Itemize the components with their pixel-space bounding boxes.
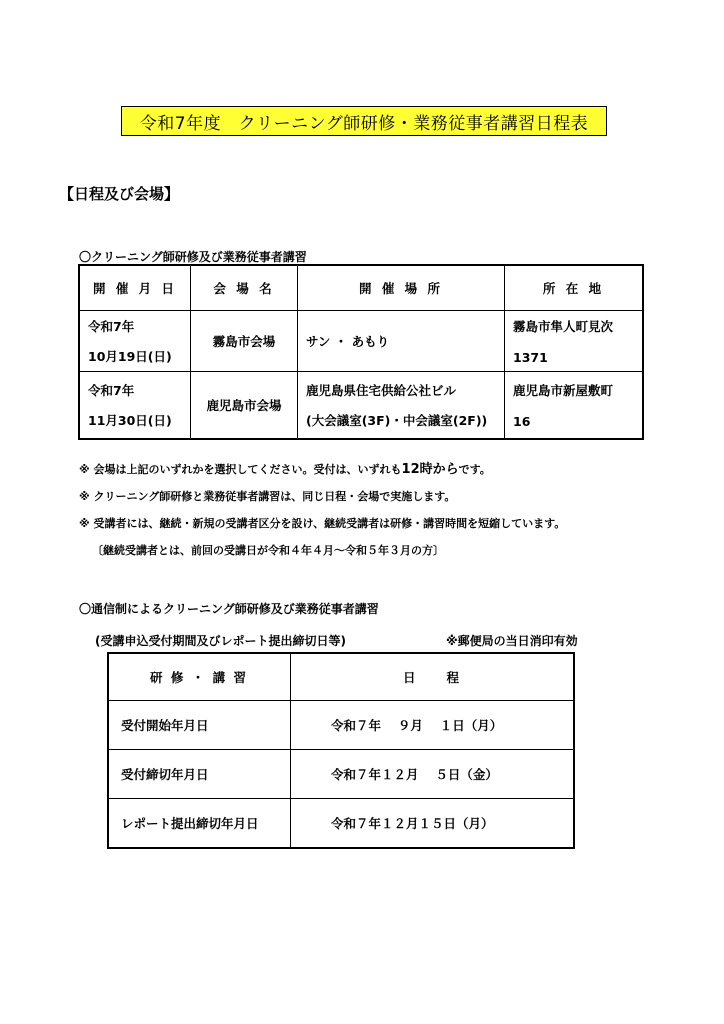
schedule-label: 受付開始年月日 <box>108 701 291 750</box>
venue-name: 鹿児島市会場 <box>191 372 298 440</box>
correspondence-subheading: (受講申込受付期間及びレポート提出締切日等) <box>95 634 346 648</box>
schedule-label: レポート提出締切年月日 <box>108 799 291 849</box>
postmark-note: ※郵便局の当日消印有効 <box>446 634 578 648</box>
table-header-row <box>79 265 643 311</box>
table-row <box>79 311 643 372</box>
correspondence-schedule-table <box>107 652 575 849</box>
table-row <box>79 372 643 440</box>
place-name: サン ・ あもり <box>306 334 390 349</box>
note-reception-time: 12時から <box>401 462 459 477</box>
venue-section-heading: 〇クリーニング師研修及び業務従事者講習 <box>79 250 307 264</box>
schedule-date: 令和７年１２月１５日（月） <box>291 799 575 849</box>
date-day: 11月30日(日) <box>88 413 172 428</box>
address-line1: 霧島市隼人町見次 <box>513 319 614 334</box>
header-schedule: 日 程 <box>291 653 575 701</box>
date-year: 令和7年 <box>88 319 135 334</box>
place-cell <box>298 372 505 440</box>
table-row <box>108 701 574 750</box>
correspondence-section-heading: 〇通信制によるクリーニング師研修及び業務従事者講習 <box>79 602 379 616</box>
header-venue: 会 場 名 <box>191 265 298 311</box>
note-attendee-category: ※ 受講者には、継続・新規の受講者区分を設け、継続受講者は研修・講習時間を短縮しています。 <box>79 517 566 530</box>
header-date: 開 催 月 日 <box>79 265 191 311</box>
place-name: 鹿児島県住宅供給公社ビル <box>306 383 457 398</box>
note-continuing-definition: 〔継続受講者とは、前回の受講日が令和４年４月～令和５年３月の方〕 <box>92 544 444 557</box>
address-cell <box>505 311 644 372</box>
address-cell <box>505 372 644 440</box>
date-day: 10月19日(日) <box>88 349 172 364</box>
place-cell <box>298 311 505 372</box>
date-year: 令和7年 <box>88 383 135 398</box>
schedule-label: 受付締切年月日 <box>108 750 291 799</box>
page-title: 令和7年度 クリーニング師研修・業務従事者講習日程表 <box>121 106 607 136</box>
schedule-date: 令和７年 ９月 １日（月） <box>291 701 575 750</box>
date-cell <box>79 372 191 440</box>
date-cell <box>79 311 191 372</box>
note-same-schedule: ※ クリーニング師研修と業務従事者講習は、同じ日程・会場で実施します。 <box>79 490 456 503</box>
header-place: 開 催 場 所 <box>298 265 505 311</box>
table-row <box>108 799 574 849</box>
address-line2: 16 <box>513 414 531 429</box>
note-reception <box>79 458 491 477</box>
header-address: 所 在 地 <box>505 265 644 311</box>
section-heading: 【日程及び会場】 <box>59 185 180 203</box>
venue-name: 霧島市会場 <box>191 311 298 372</box>
address-line2: 1371 <box>513 350 548 365</box>
schedule-date: 令和７年１２月 ５日（金） <box>291 750 575 799</box>
note-reception-text: ※ 会場は上記のいずれかを選択してください。受付は、いずれも <box>79 463 402 476</box>
header-course: 研 修 ・ 講 習 <box>108 653 291 701</box>
note-reception-suffix: です。 <box>458 463 491 476</box>
table-header-row <box>108 653 574 701</box>
table-row <box>108 750 574 799</box>
place-rooms: (大会議室(3F)・中会議室(2F)) <box>306 413 488 428</box>
address-line1: 鹿児島市新屋敷町 <box>513 383 614 398</box>
venue-schedule-table <box>78 264 644 440</box>
